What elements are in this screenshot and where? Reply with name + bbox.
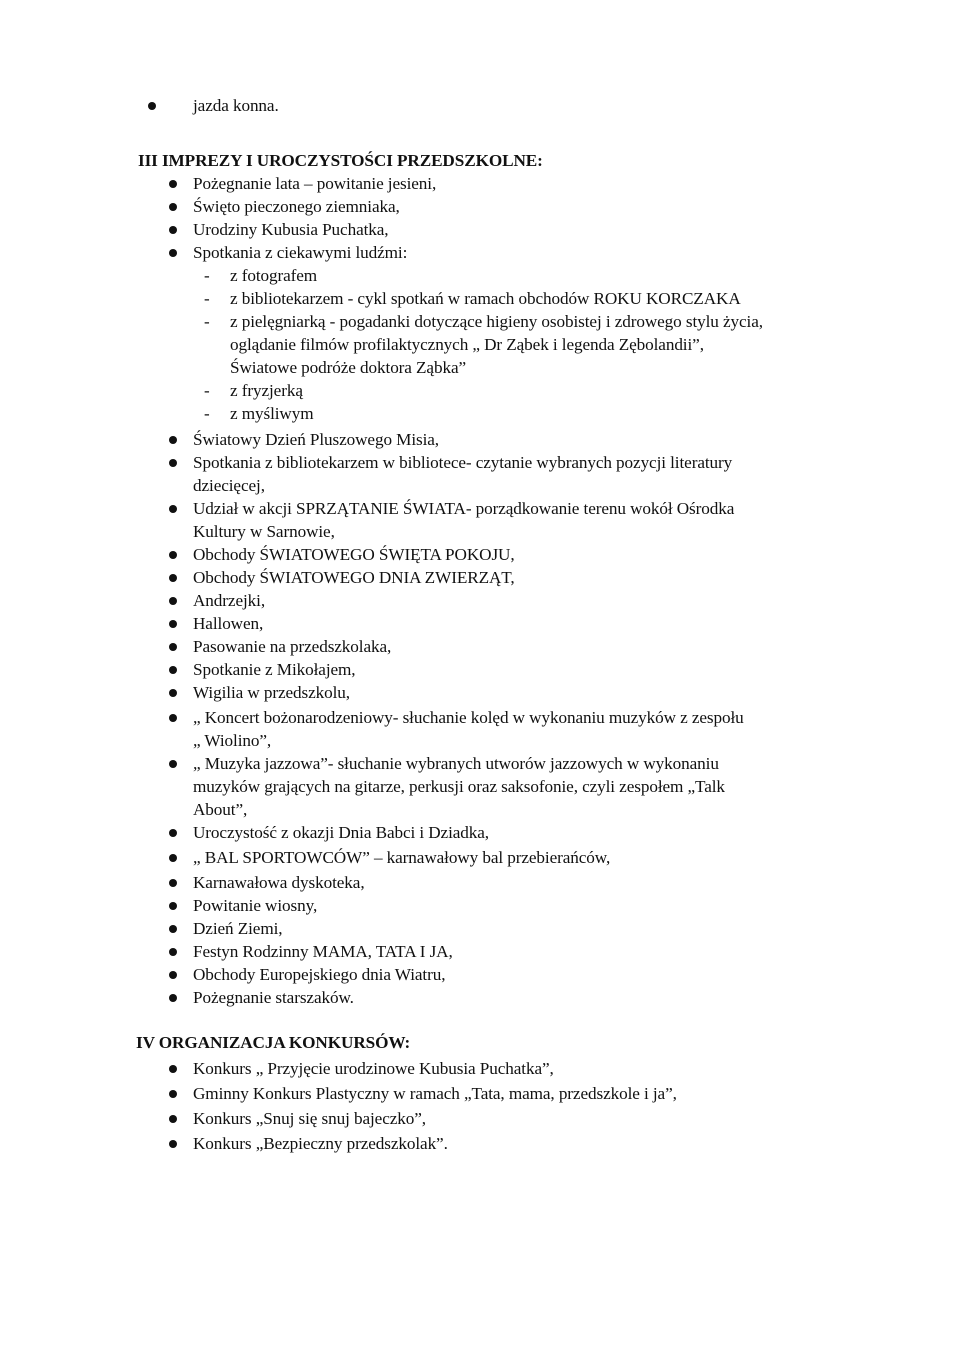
bullet [148,102,156,110]
list-item: Obchody ŚWIATOWEGO DNIA ZWIERZĄT, [193,568,515,587]
list-item-continuation: muzyków grających na gitarze, perkusji oraz saksofonie, czyli zespołem „Talk [193,777,725,796]
list-item: Wigilia w przedszkolu, [193,683,351,702]
bullet [169,666,177,674]
list-item-continuation: Kultury w Sarnowie, [193,522,335,541]
list-item: jazda konna. [193,96,279,115]
bullet [169,574,177,582]
list-item: Obchody Europejskiego dnia Wiatru, [193,965,446,984]
bullet [169,1140,177,1148]
list-item: Urodziny Kubusia Puchatka, [193,220,389,239]
dash-marker: - [204,381,210,400]
bullet [169,971,177,979]
list-item: „ Koncert bożonarodzeniowy- słuchanie kolęd w wykonaniu muzyków z zespołu [193,708,744,727]
sub-list-item: z fryzjerką [230,381,303,400]
bullet [169,226,177,234]
list-item: Spotkanie z Mikołajem, [193,660,356,679]
bullet [169,597,177,605]
bullet [169,203,177,211]
bullet [169,249,177,257]
list-item: Andrzejki, [193,591,266,610]
list-item: Pożegnanie starszaków. [193,988,354,1007]
list-item: „ BAL SPORTOWCÓW” – karnawałowy bal przebierańców, [193,848,611,867]
list-item: Uroczystość z okazji Dnia Babci i Dziadka, [193,823,489,842]
dash-marker: - [204,289,210,308]
list-item: Dzień Ziemi, [193,919,283,938]
list-item: Konkurs „ Przyjęcie urodzinowe Kubusia Puchatka”, [193,1059,554,1078]
bullet [169,1065,177,1073]
list-item: Gminny Konkurs Plastyczny w ramach „Tata, mama, przedszkole i ja”, [193,1084,677,1103]
sub-list-item: z myśliwym [230,404,314,423]
section-heading: IV ORGANIZACJA KONKURSÓW: [136,1033,411,1052]
bullet [169,902,177,910]
list-item: Hallowen, [193,614,264,633]
list-item: Obchody ŚWIATOWEGO ŚWIĘTA POKOJU, [193,545,515,564]
list-item: Udział w akcji SPRZĄTANIE ŚWIATA- porządkowanie terenu wokół Ośrodka [193,499,735,518]
bullet [169,689,177,697]
dash-marker: - [204,404,210,423]
list-item: Święto pieczonego ziemniaka, [193,197,400,216]
bullet [169,854,177,862]
bullet [169,436,177,444]
list-item: „ Muzyka jazzowa”- słuchanie wybranych utworów jazzowych w wykonaniu [193,754,719,773]
list-item: Spotkania z bibliotekarzem w bibliotece- czytanie wybranych pozycji literatury [193,453,733,472]
list-item-continuation: About”, [193,800,248,819]
dash-marker: - [204,312,210,331]
list-item: Konkurs „Snuj się snuj bajeczko”, [193,1109,426,1128]
list-item: Pożegnanie lata – powitanie jesieni, [193,174,437,193]
bullet [169,760,177,768]
bullet [169,879,177,887]
bullet [169,1115,177,1123]
list-item: Powitanie wiosny, [193,896,318,915]
list-item: Światowy Dzień Pluszowego Misia, [193,430,439,449]
sub-list-item-continuation: Światowe podróże doktora Ząbka” [230,358,467,377]
bullet [169,1090,177,1098]
sub-list-item: z pielęgniarką - pogadanki dotyczące higieny osobistej i zdrowego stylu życia, [230,312,763,331]
section-heading: III IMPREZY I UROCZYSTOŚCI PRZEDSZKOLNE: [138,151,543,170]
sub-list-item: z bibliotekarzem - cykl spotkań w ramach obchodów ROKU KORCZAKA [230,289,741,308]
bullet [169,925,177,933]
list-item: Spotkania z ciekawymi ludźmi: [193,243,408,262]
list-item: Pasowanie na przedszkolaka, [193,637,392,656]
bullet [169,829,177,837]
bullet [169,643,177,651]
sub-list-item: z fotografem [230,266,318,285]
sub-list-item-continuation: oglądanie filmów profilaktycznych „ Dr Ząbek i legenda Zębolandii”, [230,335,704,354]
list-item: Karnawałowa dyskoteka, [193,873,365,892]
list-item-continuation: dziecięcej, [193,476,265,495]
bullet [169,459,177,467]
bullet [169,714,177,722]
bullet [169,180,177,188]
list-item: Festyn Rodzinny MAMA, TATA I JA, [193,942,453,961]
bullet [169,620,177,628]
bullet [169,994,177,1002]
dash-marker: - [204,266,210,285]
list-item: Konkurs „Bezpieczny przedszkolak”. [193,1134,448,1153]
list-item-continuation: „ Wiolino”, [193,731,272,750]
bullet [169,551,177,559]
bullet [169,948,177,956]
bullet [169,505,177,513]
